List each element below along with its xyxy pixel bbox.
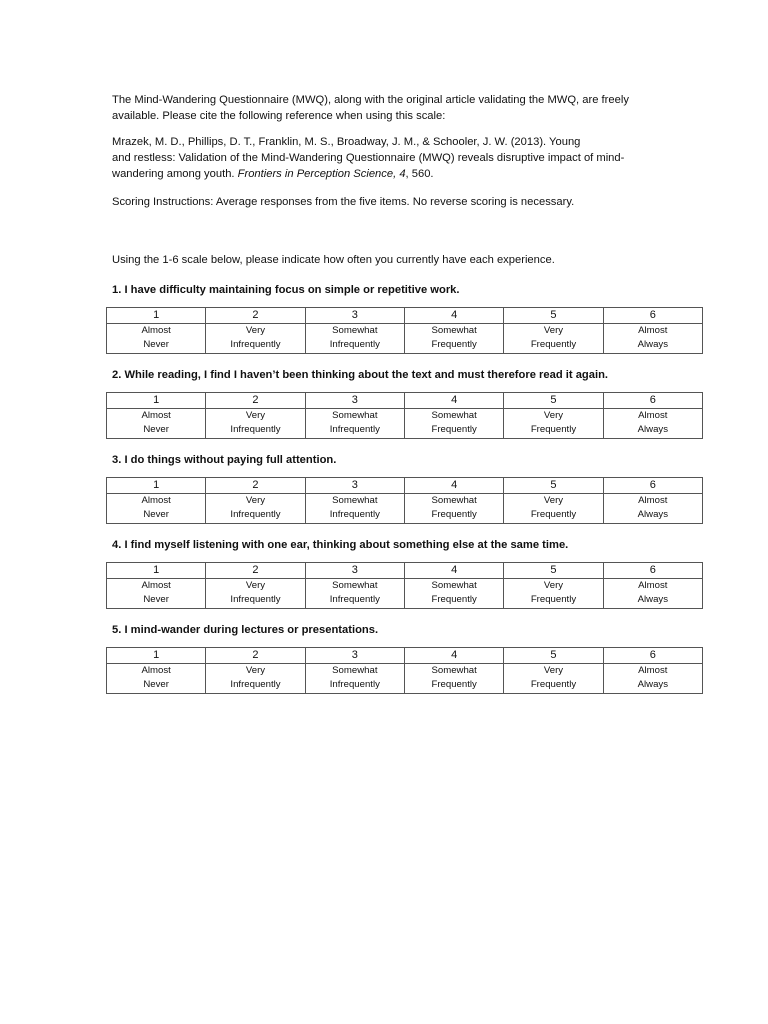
scale-option-label[interactable] xyxy=(603,324,702,354)
scale-option-label[interactable] xyxy=(504,494,603,524)
scale-option-number[interactable]: 6 xyxy=(603,308,702,324)
intro-paragraph xyxy=(112,92,704,124)
scale-option-number[interactable]: 6 xyxy=(603,648,702,664)
scale-label-line: Very xyxy=(245,495,266,506)
scale-label-line: Somewhat xyxy=(431,580,477,591)
question-block xyxy=(112,367,704,452)
scale-label-line: Infrequently xyxy=(230,679,281,690)
citation-line-1: Mrazek, M. D., Phillips, D. T., Franklin, M. S., Broadway, J. M., & Schooler, J. W. (2013). Young xyxy=(112,136,581,148)
scale-option-label[interactable] xyxy=(404,409,503,439)
question-block xyxy=(112,452,704,537)
scale-label-line: Somewhat xyxy=(431,325,477,336)
scale-label-line: Almost xyxy=(141,325,171,336)
scoring-instructions: Scoring Instructions: Average responses from the five items. No reverse scoring is necessary. xyxy=(112,196,575,208)
response-scale-table xyxy=(106,562,703,609)
scale-option-label[interactable] xyxy=(603,494,702,524)
scale-option-number[interactable]: 4 xyxy=(404,648,503,664)
scale-option-number[interactable]: 5 xyxy=(504,563,603,579)
scale-label-line: Always xyxy=(637,424,669,435)
scale-label-line: Infrequently xyxy=(329,509,380,520)
scale-option-number[interactable]: 6 xyxy=(603,563,702,579)
intro-line-1: The Mind-Wandering Questionnaire (MWQ), along with the original article validating the MWQ, are freely xyxy=(112,94,629,106)
scale-label-line: Very xyxy=(543,580,564,591)
response-scale-table xyxy=(106,477,703,524)
scale-option-number[interactable]: 3 xyxy=(305,648,404,664)
scale-option-number[interactable]: 3 xyxy=(305,478,404,494)
question-text: 5. I mind-wander during lectures or presentations. xyxy=(112,624,379,636)
scale-label-line: Infrequently xyxy=(329,594,380,605)
scale-option-label[interactable] xyxy=(206,494,305,524)
response-scale-table xyxy=(106,647,703,694)
scale-label-line: Very xyxy=(543,495,564,506)
citation-journal: Frontiers in Perception Science, 4 xyxy=(237,168,406,180)
scale-option-label[interactable] xyxy=(206,579,305,609)
scale-label-line: Almost xyxy=(638,665,668,676)
scale-option-label[interactable] xyxy=(305,409,404,439)
scale-label-row xyxy=(107,494,703,524)
scale-label-line: Somewhat xyxy=(332,410,378,421)
scale-option-label[interactable] xyxy=(603,409,702,439)
scale-label-line: Frequently xyxy=(530,594,577,605)
scale-option-number[interactable]: 2 xyxy=(206,308,305,324)
question-text: 4. I find myself listening with one ear, thinking about something else at the same time. xyxy=(112,539,569,551)
scale-label-line: Always xyxy=(637,594,669,605)
scale-option-number[interactable]: 5 xyxy=(504,308,603,324)
scale-option-label[interactable] xyxy=(404,664,503,694)
scale-option-label[interactable] xyxy=(305,579,404,609)
scale-label-line: Infrequently xyxy=(329,339,380,350)
scale-label-line: Almost xyxy=(638,410,668,421)
scale-option-number[interactable]: 2 xyxy=(206,648,305,664)
scale-option-label[interactable] xyxy=(107,409,206,439)
response-scale-table xyxy=(106,307,703,354)
scale-label-line: Frequently xyxy=(530,424,577,435)
scale-option-label[interactable] xyxy=(206,664,305,694)
scale-option-number[interactable]: 5 xyxy=(504,648,603,664)
scale-option-number[interactable]: 1 xyxy=(107,648,206,664)
scale-label-line: Frequently xyxy=(530,339,577,350)
scale-label-line: Infrequently xyxy=(329,679,380,690)
response-scale-table xyxy=(106,392,703,439)
scale-option-label[interactable] xyxy=(107,579,206,609)
scale-option-label[interactable] xyxy=(206,409,305,439)
scale-label-line: Never xyxy=(143,594,169,605)
scale-option-label[interactable] xyxy=(305,664,404,694)
scale-label-line: Infrequently xyxy=(230,339,281,350)
scale-option-number[interactable]: 6 xyxy=(603,393,702,409)
scale-instructions: Using the 1-6 scale below, please indicate how often you currently have each experience. xyxy=(112,254,555,266)
scale-option-label[interactable] xyxy=(305,494,404,524)
scale-label-line: Somewhat xyxy=(332,580,378,591)
question-block xyxy=(112,282,704,367)
scale-label-line: Frequently xyxy=(431,679,477,690)
scale-label-line: Very xyxy=(245,580,266,591)
scale-option-number[interactable]: 2 xyxy=(206,393,305,409)
scale-label-line: Very xyxy=(245,325,266,336)
scale-label-line: Frequently xyxy=(431,424,477,435)
scale-label-line: Always xyxy=(637,679,669,690)
scale-option-number[interactable]: 4 xyxy=(404,563,503,579)
scale-option-number[interactable]: 4 xyxy=(404,308,503,324)
scale-label-line: Almost xyxy=(141,495,171,506)
scale-label-line: Always xyxy=(637,339,669,350)
scale-label-line: Very xyxy=(245,410,266,421)
scale-label-line: Almost xyxy=(638,580,668,591)
scale-option-number[interactable]: 4 xyxy=(404,478,503,494)
scale-option-number[interactable]: 1 xyxy=(107,478,206,494)
scale-label-line: Never xyxy=(143,509,169,520)
citation-line-3-end: , 560. xyxy=(405,168,434,180)
scale-option-label[interactable] xyxy=(206,324,305,354)
scale-label-line: Frequently xyxy=(530,509,577,520)
scale-option-label[interactable] xyxy=(404,324,503,354)
scale-option-label[interactable] xyxy=(107,664,206,694)
citation-line-3 xyxy=(112,166,704,182)
scale-option-number[interactable]: 6 xyxy=(603,478,702,494)
scale-option-label[interactable] xyxy=(107,324,206,354)
scale-option-number[interactable]: 1 xyxy=(107,393,206,409)
intro-line-2: available. Please cite the following reference when using this scale: xyxy=(112,110,446,122)
scale-option-number[interactable]: 3 xyxy=(305,393,404,409)
scale-label-line: Frequently xyxy=(431,339,477,350)
scale-option-label[interactable] xyxy=(404,494,503,524)
scale-label-row xyxy=(107,664,703,694)
question-list xyxy=(112,282,704,694)
scale-label-line: Somewhat xyxy=(431,665,477,676)
scale-option-label[interactable] xyxy=(603,579,702,609)
scale-number-row xyxy=(107,478,703,494)
scale-label-line: Frequently xyxy=(530,679,577,690)
scale-option-label[interactable] xyxy=(603,664,702,694)
scale-label-line: Never xyxy=(143,679,169,690)
scale-option-number[interactable]: 1 xyxy=(107,308,206,324)
scale-label-line: Always xyxy=(637,509,669,520)
scale-label-line: Somewhat xyxy=(332,495,378,506)
scale-label-line: Never xyxy=(143,339,169,350)
scale-number-row xyxy=(107,393,703,409)
scale-option-number[interactable]: 2 xyxy=(206,563,305,579)
scale-label-line: Infrequently xyxy=(329,424,380,435)
scale-option-label[interactable] xyxy=(404,579,503,609)
scale-label-line: Infrequently xyxy=(230,509,281,520)
scale-option-label[interactable] xyxy=(504,664,603,694)
scale-label-row xyxy=(107,324,703,354)
question-block xyxy=(112,537,704,622)
scale-label-line: Infrequently xyxy=(230,594,281,605)
scale-option-label[interactable] xyxy=(305,324,404,354)
scale-number-row xyxy=(107,648,703,664)
scale-label-line: Frequently xyxy=(431,509,477,520)
scale-label-line: Very xyxy=(543,325,564,336)
scale-option-label[interactable] xyxy=(504,409,603,439)
scale-label-line: Never xyxy=(143,424,169,435)
scale-option-label[interactable] xyxy=(504,579,603,609)
scale-label-line: Almost xyxy=(141,665,171,676)
scale-label-line: Somewhat xyxy=(431,495,477,506)
scale-label-line: Very xyxy=(543,410,564,421)
scale-number-row xyxy=(107,563,703,579)
scale-label-line: Infrequently xyxy=(230,424,281,435)
citation-line-2: and restless: Validation of the Mind-Wandering Questionnaire (MWQ) reveals disruptive impact of mind- xyxy=(112,152,625,164)
citation-paragraph xyxy=(112,134,704,182)
question-block xyxy=(112,622,704,694)
scale-option-number[interactable]: 3 xyxy=(305,308,404,324)
scale-label-line: Somewhat xyxy=(431,410,477,421)
question-text: 1. I have difficulty maintaining focus on simple or repetitive work. xyxy=(112,284,460,296)
citation-line-3-start: wandering among youth. xyxy=(112,168,238,180)
scale-label-line: Somewhat xyxy=(332,325,378,336)
scale-option-number[interactable]: 5 xyxy=(504,478,603,494)
scale-option-number[interactable]: 2 xyxy=(206,478,305,494)
scale-label-line: Somewhat xyxy=(332,665,378,676)
scale-option-number[interactable]: 1 xyxy=(107,563,206,579)
scale-option-number[interactable]: 4 xyxy=(404,393,503,409)
scale-label-row xyxy=(107,579,703,609)
question-text: 3. I do things without paying full attention. xyxy=(112,454,337,466)
scale-option-number[interactable]: 3 xyxy=(305,563,404,579)
scale-label-line: Very xyxy=(543,665,564,676)
scale-option-number[interactable]: 5 xyxy=(504,393,603,409)
scale-option-label[interactable] xyxy=(504,324,603,354)
scale-label-line: Almost xyxy=(141,580,171,591)
document-page xyxy=(112,92,704,694)
scale-label-row xyxy=(107,409,703,439)
scale-label-line: Almost xyxy=(141,410,171,421)
scale-label-line: Almost xyxy=(638,325,668,336)
scale-label-line: Almost xyxy=(638,495,668,506)
scale-label-line: Very xyxy=(245,665,266,676)
scale-number-row xyxy=(107,308,703,324)
question-text: 2. While reading, I find I haven’t been thinking about the text and must therefore read it again. xyxy=(112,369,609,381)
scale-option-label[interactable] xyxy=(107,494,206,524)
scale-label-line: Frequently xyxy=(431,594,477,605)
